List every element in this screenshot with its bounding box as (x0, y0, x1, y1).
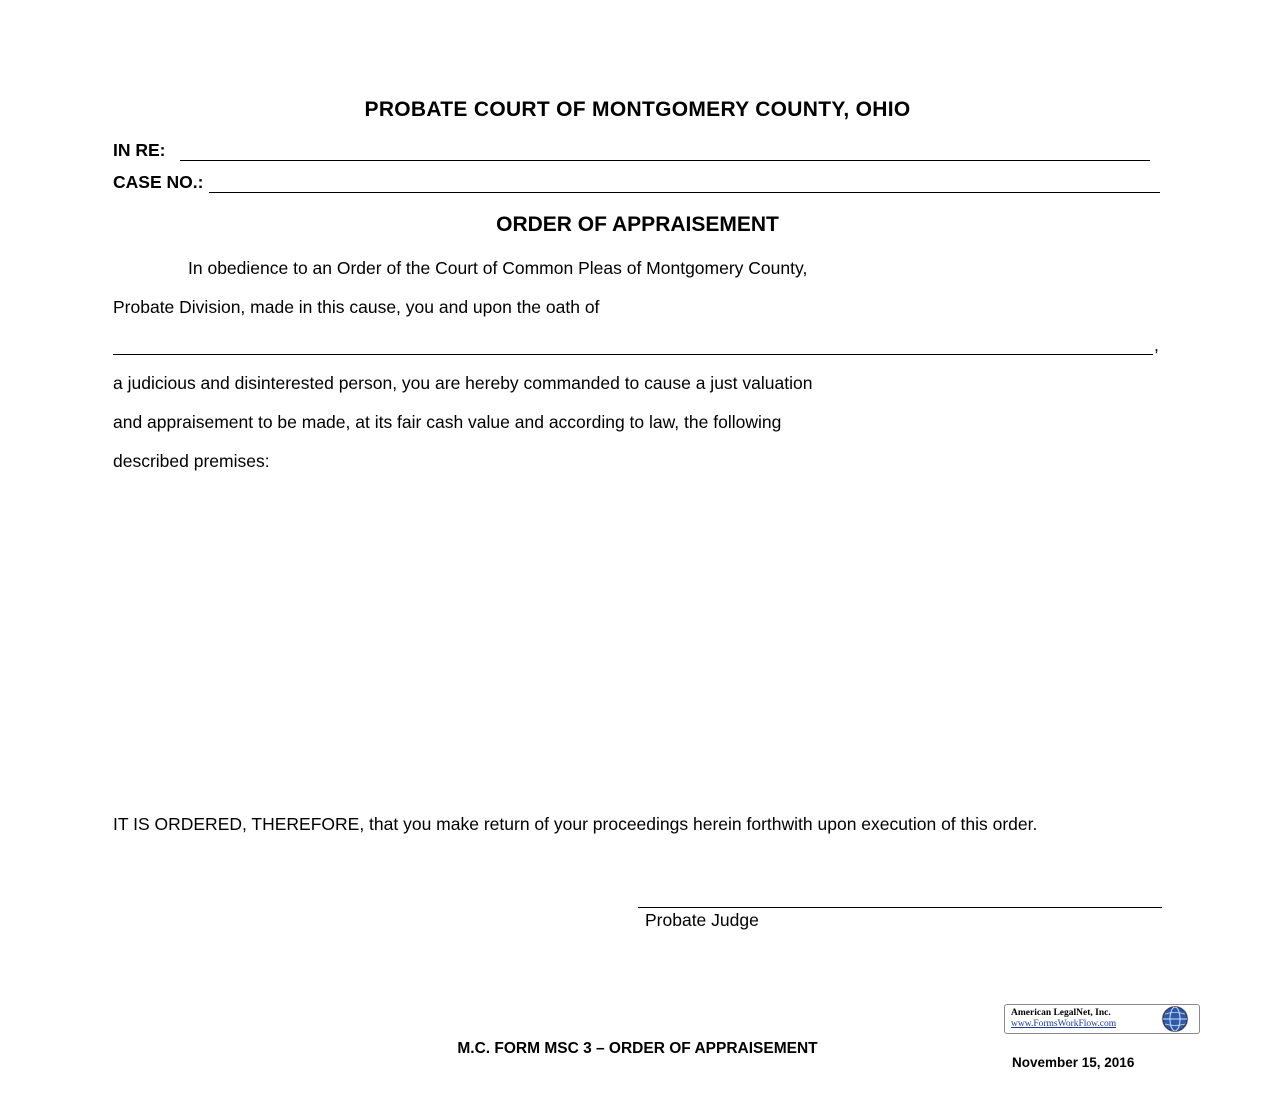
order-paragraph-line-5: described premises: (113, 451, 270, 471)
order-paragraph-line-2: Probate Division, made in this cause, you and upon the oath of (113, 297, 600, 317)
in-re-row (113, 140, 1160, 161)
judge-signature-line[interactable] (638, 907, 1162, 908)
order-paragraph-line-3: a judicious and disinterested person, you are hereby commanded to cause a just valuation (113, 373, 813, 393)
logo-company-name: American LegalNet, Inc. (1011, 1008, 1111, 1018)
court-title: PROBATE COURT OF MONTGOMERY COUNTY, OHIO (364, 98, 911, 121)
ordered-paragraph: IT IS ORDERED, THEREFORE, that you make return of your proceedings herein forthwith upon execution of this order. (113, 814, 1038, 834)
in-re-label: IN RE: (113, 140, 166, 160)
case-no-row (113, 172, 1160, 193)
footer-date: November 15, 2016 (1012, 1055, 1135, 1070)
footer-form-id: M.C. FORM MSC 3 – ORDER OF APPRAISEMENT (457, 1040, 818, 1057)
order-title: ORDER OF APPRAISEMENT (496, 213, 779, 236)
oath-comma: , (1154, 335, 1159, 355)
judge-signature-label: Probate Judge (645, 910, 759, 930)
case-no-field[interactable] (209, 178, 1160, 193)
in-re-field[interactable] (180, 146, 1151, 161)
logo-url-link[interactable]: www.FormsWorkFlow.com (1011, 1019, 1117, 1029)
american-legalnet-logo[interactable] (1004, 1004, 1200, 1034)
order-paragraph-line-4: and appraisement to be made, at its fair cash value and according to law, the following (113, 412, 782, 432)
order-paragraph-line-1: In obedience to an Order of the Court of Common Pleas of Montgomery County, (188, 258, 808, 278)
globe-icon (1162, 1006, 1188, 1032)
oath-person-field[interactable] (113, 354, 1153, 355)
case-no-label: CASE NO.: (113, 172, 204, 192)
